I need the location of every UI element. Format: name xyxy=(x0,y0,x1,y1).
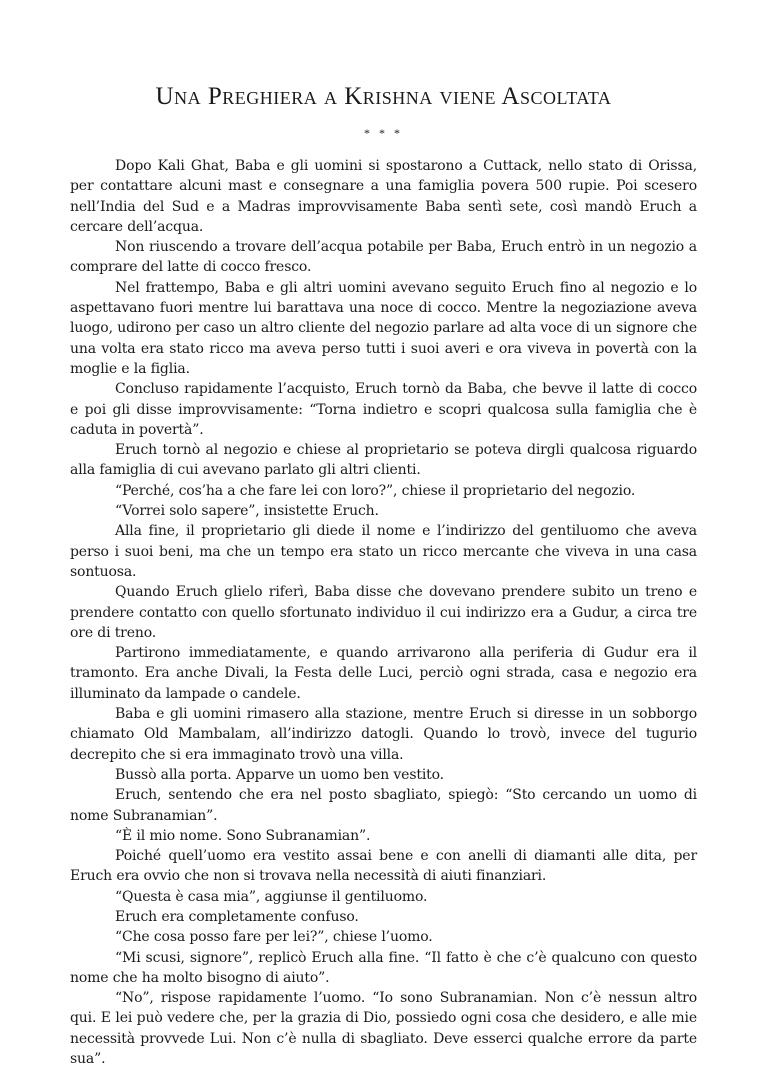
document-page xyxy=(70,82,697,1069)
paragraph: Bussò alla porta. Apparve un uomo ben vestito. xyxy=(115,766,444,783)
paragraph: “No”, rispose rapidamente l’uomo. “Io sono Subranamian. Non c’è nessun altro qui. E lei può vedere che, per la grazia di Dio, possiedo ogni cosa che desidero, e alle mie necessità provvede Lui. Non c’è nulla di sbagliato. Deve esserci qualche errore da parte sua”. xyxy=(70,990,697,1068)
paragraph: Eruch tornò al negozio e chiese al proprietario se poteva dirgli qualcosa riguardo alla famiglia di cui avevano parlato gli altri clienti. xyxy=(70,442,697,479)
paragraph: “Perché, cos’ha a che fare lei con loro?”, chiese il proprietario del negozio. xyxy=(115,482,636,499)
paragraph: Baba e gli uomini rimasero alla stazione, mentre Eruch si diresse in un sobborgo chiamato Old Mambalam, all’indirizzo datogli. Quando lo trovò, invece del tugurio decrepito che si era immaginato trovò una villa. xyxy=(70,706,697,763)
paragraph: Nel frattempo, Baba e gli altri uomini avevano seguito Eruch fino al negozio e lo aspettavano fuori mentre lui barattava una noce di cocco. Mentre la negoziazione aveva luogo, udirono per caso un altro cliente del negozio parlare ad alta voce di un signore che una volta era stato ricco ma aveva perso tutti i suoi averi e ora viveva in povertà con la moglie e la figlia. xyxy=(70,279,697,377)
paragraph: “Questa è casa mia”, aggiunse il gentiluomo. xyxy=(115,888,428,905)
paragraph: Concluso rapidamente l’acquisto, Eruch tornò da Baba, che bevve il latte di cocco e poi gli disse improvvisamente: “Torna indietro e scopri qualcosa sulla famiglia che è caduta in povertà”. xyxy=(70,381,697,438)
paragraph: “Che cosa posso fare per lei?”, chiese l’uomo. xyxy=(115,929,433,946)
paragraph: Quando Eruch glielo riferì, Baba disse che dovevano prendere subito un treno e prendere contatto con quello sfortunato individuo il cui indirizzo era a Gudur, a circa tre ore di treno. xyxy=(70,584,697,641)
paragraph: Eruch era completamente confuso. xyxy=(115,908,359,925)
paragraph: “È il mio nome. Sono Subranamian”. xyxy=(115,827,371,844)
paragraph: Dopo Kali Ghat, Baba e gli uomini si spostarono a Cuttack, nello stato di Orissa, per contattare alcuni mast e consegnare a una famiglia povera 500 rupie. Poi scesero nell’India del Sud e a Madras improvvisamente Baba sentì sete, così mandò Eruch a cercare dell’acqua. xyxy=(70,158,697,235)
paragraph: “Mi scusi, signore”, replicò Eruch alla fine. “Il fatto è che c’è qualcuno con questo nome che ha molto bisogno di aiuto”. xyxy=(70,949,697,986)
paragraph: Poiché quell’uomo era vestito assai bene e con anelli di diamanti alle dita, per Eruch era ovvio che non si trovava nella necessità di aiuti finanziari. xyxy=(70,848,697,885)
paragraph: Non riuscendo a trovare dell’acqua potabile per Baba, Eruch entrò in un negozio a comprare del latte di cocco fresco. xyxy=(70,239,697,276)
paragraph: “Vorrei solo sapere”, insistette Eruch. xyxy=(115,503,379,520)
body-text xyxy=(70,156,697,1069)
page-title: Una Preghiera a Krishna viene Ascoltata xyxy=(155,83,612,110)
paragraph: Alla fine, il proprietario gli diede il nome e l’indirizzo del gentiluomo che aveva perso i suoi beni, ma che un tempo era stato un ricco mercante che viveva in una casa sontuosa. xyxy=(70,523,697,580)
paragraph: Partirono immediatamente, e quando arrivarono alla periferia di Gudur era il tramonto. Era anche Divali, la Festa delle Luci, perciò ogni strada, casa e negozio era illuminato da lampade o candele. xyxy=(70,645,697,702)
section-separator: * * * xyxy=(364,126,403,140)
paragraph: Eruch, sentendo che era nel posto sbagliato, spiegò: “Sto cercando un uomo di nome Subranamian”. xyxy=(70,787,697,824)
